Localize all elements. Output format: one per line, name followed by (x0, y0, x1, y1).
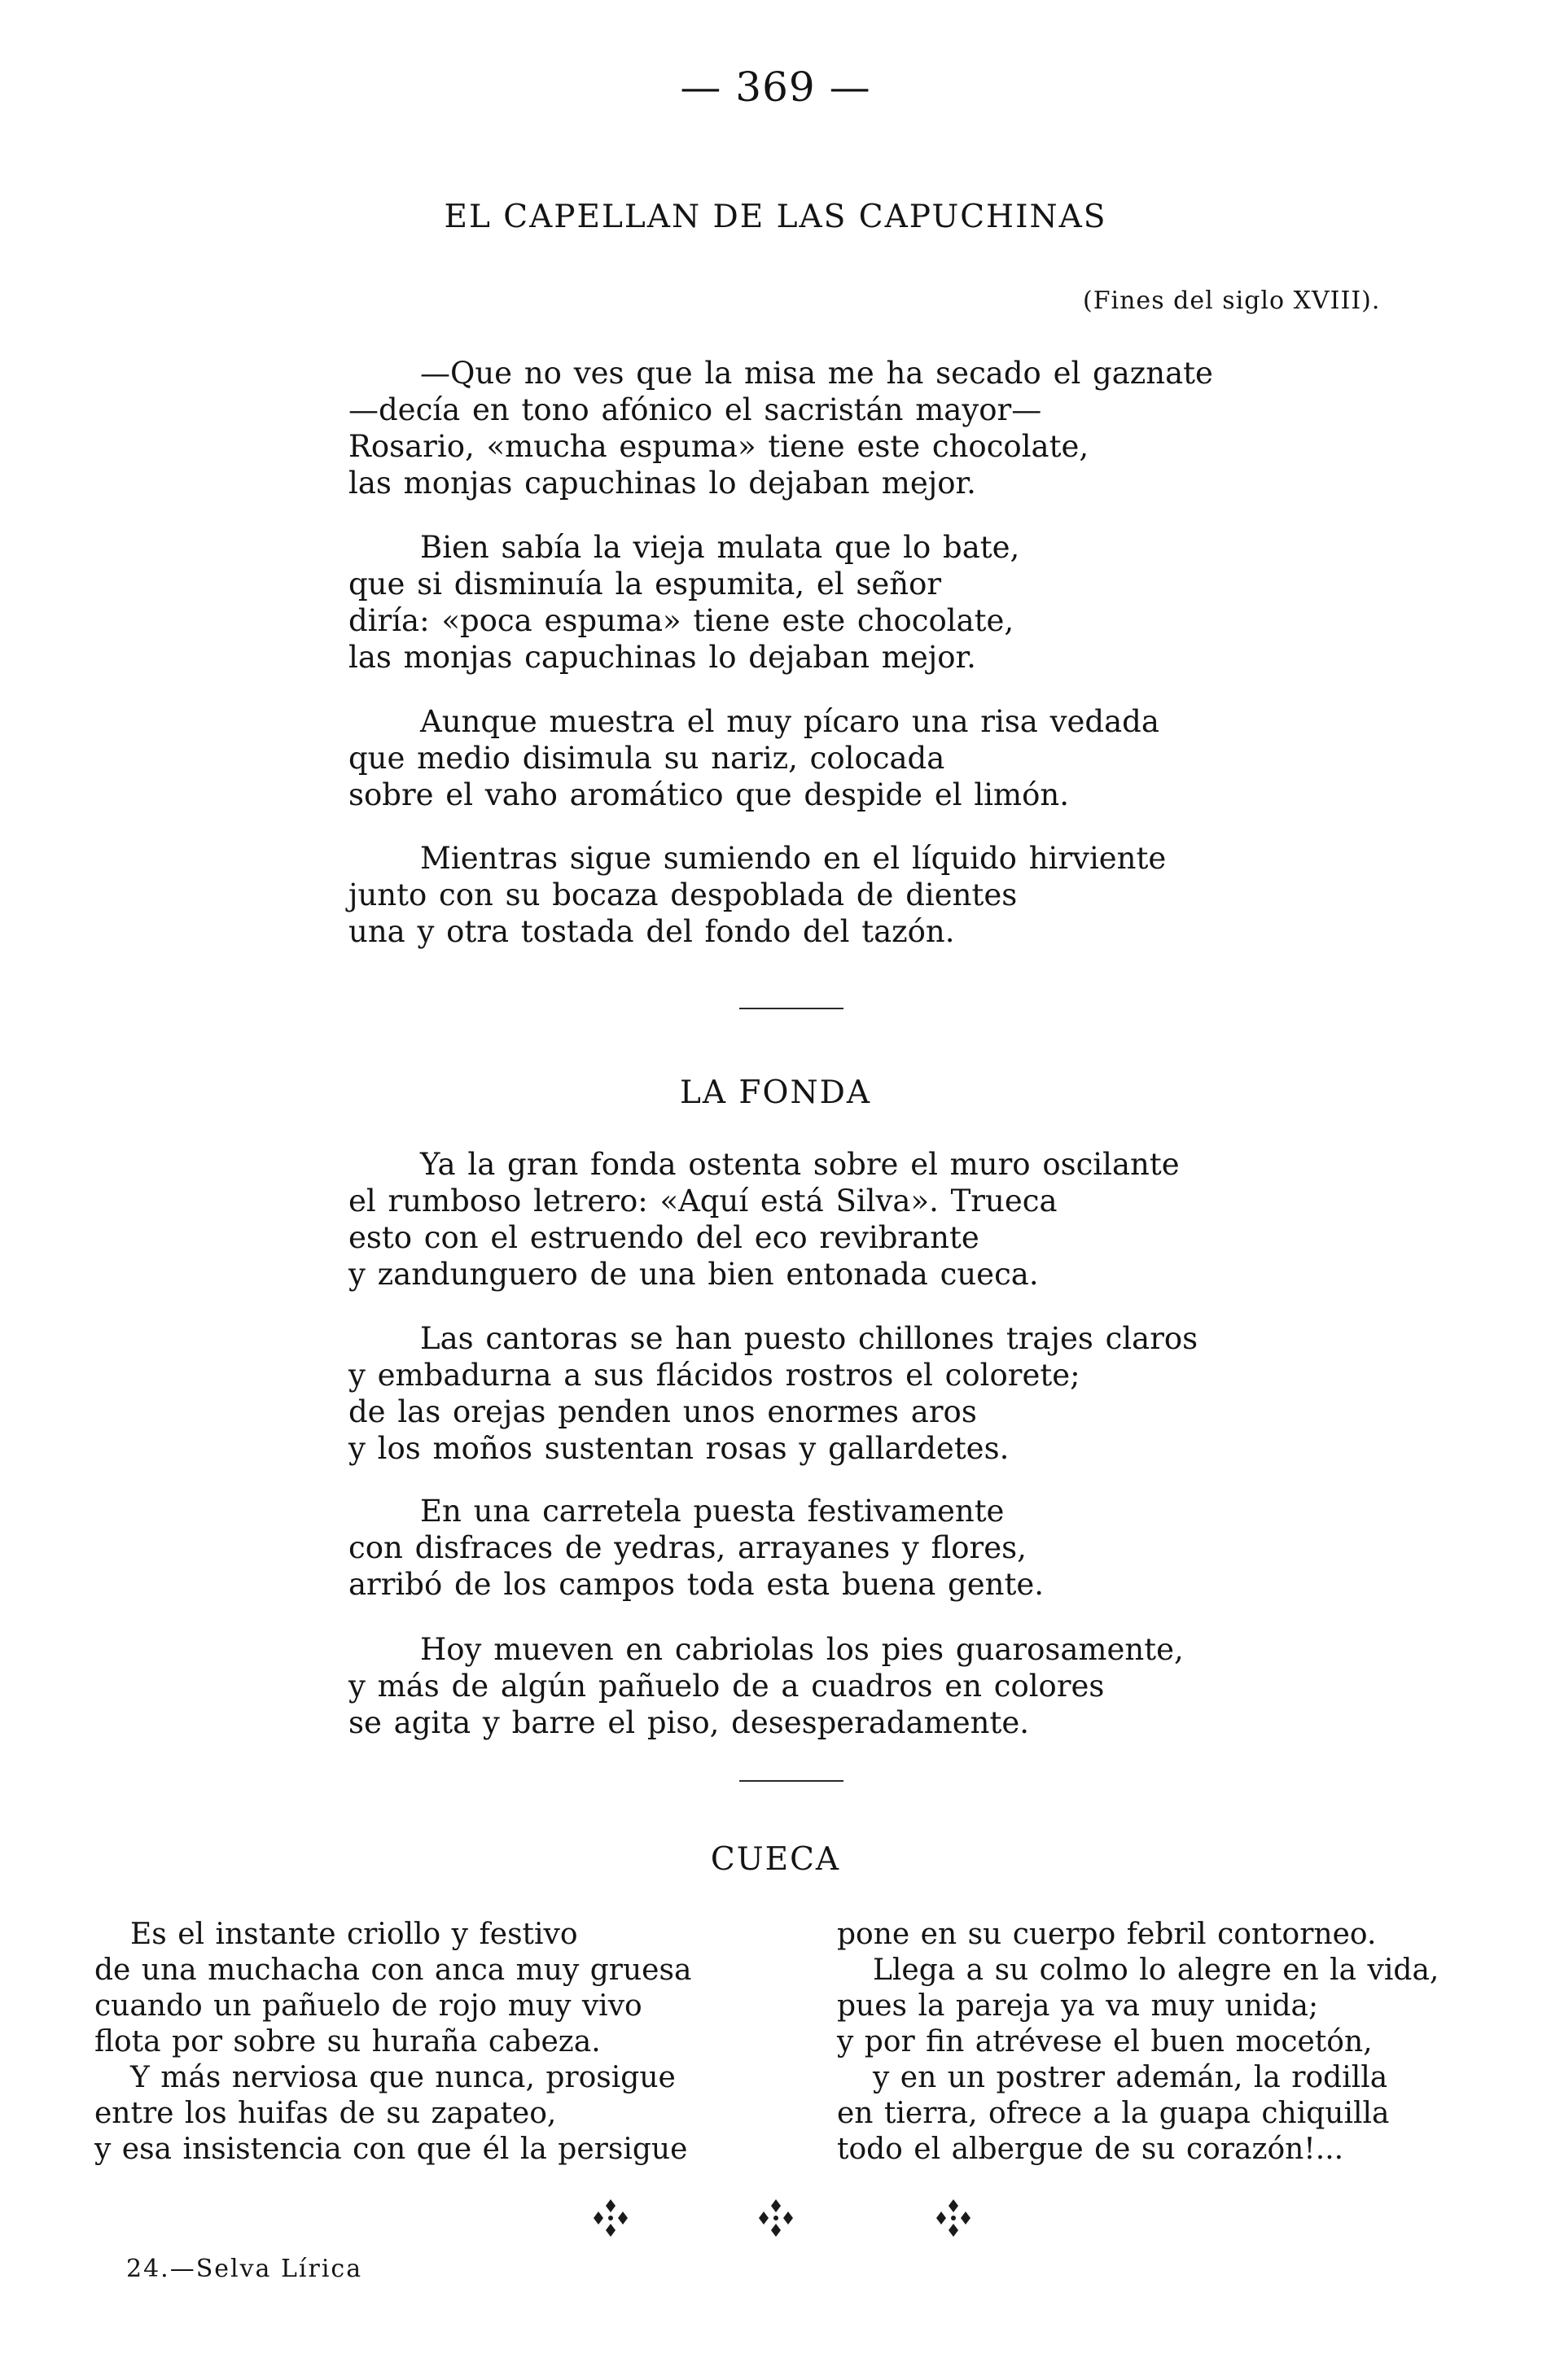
verse-line: —decía en tono afónico el sacristán mayor— (348, 392, 1042, 427)
verse-line: pues la pareja ya va muy unida; (837, 1989, 1319, 2023)
section-divider (739, 1780, 843, 1782)
section-divider (739, 1008, 843, 1009)
stanza (348, 1146, 1325, 1293)
verse-line: el rumboso letrero: «Aquí está Silva». Trueca (348, 1183, 1058, 1218)
verse-line: Hoy mueven en cabriolas los pies guarosamente, (420, 1632, 1184, 1667)
verse-line: En una carretela puesta festivamente (420, 1494, 1005, 1529)
verse-line: y embadurna a sus flácidos rostros el colorete; (348, 1358, 1080, 1393)
verse-line: Mientras sigue sumiendo en el líquido hirviente (420, 841, 1167, 876)
book-signature-footer: 24.—Selva Lírica (126, 2255, 363, 2283)
fleuron-diamond-icon (589, 2196, 633, 2240)
poem-dateline: (Fines del siglo XVIII). (1083, 287, 1381, 315)
verse-line: una y otra tostada del fondo del tazón. (348, 914, 955, 949)
page-number: — 369 — (680, 63, 871, 111)
verse-line: y en un postrer ademán, la rodilla (873, 2061, 1388, 2094)
verse-line: todo el albergue de su corazón!... (837, 2133, 1344, 2166)
cueca-left-column (94, 1917, 691, 2168)
verse-line: Bien sabía la vieja mulata que lo bate, (420, 530, 1020, 565)
verse-line: Y más nerviosa que nunca, prosigue (130, 2061, 676, 2094)
fleuron-diamond-icon (754, 2196, 798, 2240)
verse-line: las monjas capuchinas lo dejaban mejor. (348, 466, 976, 501)
verse-line: pone en su cuerpo febril contorneo. (837, 1918, 1377, 1951)
verse-line: que medio disimula su nariz, colocada (348, 741, 945, 776)
verse-line: entre los huifas de su zapateo, (94, 2097, 557, 2130)
stanza (348, 840, 1325, 950)
verse-line: Las cantoras se han puesto chillones trajes claros (420, 1321, 1198, 1356)
poem-title-la-fonda: LA FONDA (679, 1074, 872, 1111)
stanza (348, 1493, 1325, 1603)
verse-line: y más de algún pañuelo de a cuadros en colores (348, 1669, 1105, 1704)
verse-line: diría: «poca espuma» tiene este chocolate, (348, 603, 1014, 638)
verse-line: en tierra, ofrece a la guapa chiquilla (837, 2097, 1390, 2130)
verse-line: Es el instante criollo y festivo (130, 1918, 578, 1951)
stanza (348, 1631, 1325, 1741)
verse-line: Ya la gran fonda ostenta sobre el muro oscilante (420, 1147, 1180, 1182)
verse-line: que si disminuía la espumita, el señor (348, 567, 942, 602)
verse-line: y los moños sustentan rosas y gallardetes. (348, 1431, 1010, 1466)
verse-line: de una muchacha con anca muy gruesa (94, 1953, 692, 1987)
verse-line: con disfraces de yedras, arrayanes y flores, (348, 1530, 1027, 1565)
verse-line: flota por sobre su huraña cabeza. (94, 2025, 601, 2058)
verse-line: —Que no ves que la misa me ha secado el gaznate (420, 356, 1213, 391)
poem-title-cueca: CUECA (710, 1841, 841, 1878)
verse-line: y zandunguero de una bien entonada cueca. (348, 1257, 1039, 1292)
verse-line: sobre el vaho aromático que despide el limón. (348, 777, 1069, 812)
verse-line: las monjas capuchinas lo dejaban mejor. (348, 640, 976, 675)
verse-line: Aunque muestra el muy pícaro una risa vedada (420, 704, 1159, 739)
verse-line: y esa insistencia con que él la persigue (94, 2133, 688, 2166)
verse-line: de las orejas penden unos enormes aros (348, 1394, 977, 1429)
verse-line: y por fin atrévese el buen mocetón, (837, 2025, 1373, 2058)
cueca-right-column (837, 1917, 1439, 2168)
stanza (348, 703, 1325, 813)
verse-line: cuando un pañuelo de rojo muy vivo (94, 1989, 642, 2023)
verse-line: Llega a su colmo lo alegre en la vida, (873, 1953, 1439, 1987)
verse-line: Rosario, «mucha espuma» tiene este chocolate, (348, 429, 1089, 464)
verse-line: esto con el estruendo del eco revibrante (348, 1220, 979, 1255)
ornament-row (0, 2196, 1551, 2245)
verse-line: arribó de los campos toda esta buena gente. (348, 1567, 1044, 1602)
stanza (348, 529, 1325, 676)
verse-line: se agita y barre el piso, desesperadamente. (348, 1705, 1030, 1740)
verse-line: junto con su bocaza despoblada de dientes (348, 877, 1018, 912)
poem-title-capellan: EL CAPELLAN DE LAS CAPUCHINAS (444, 199, 1107, 235)
stanza (348, 1320, 1325, 1467)
stanza (348, 355, 1325, 501)
fleuron-diamond-icon (931, 2196, 975, 2240)
